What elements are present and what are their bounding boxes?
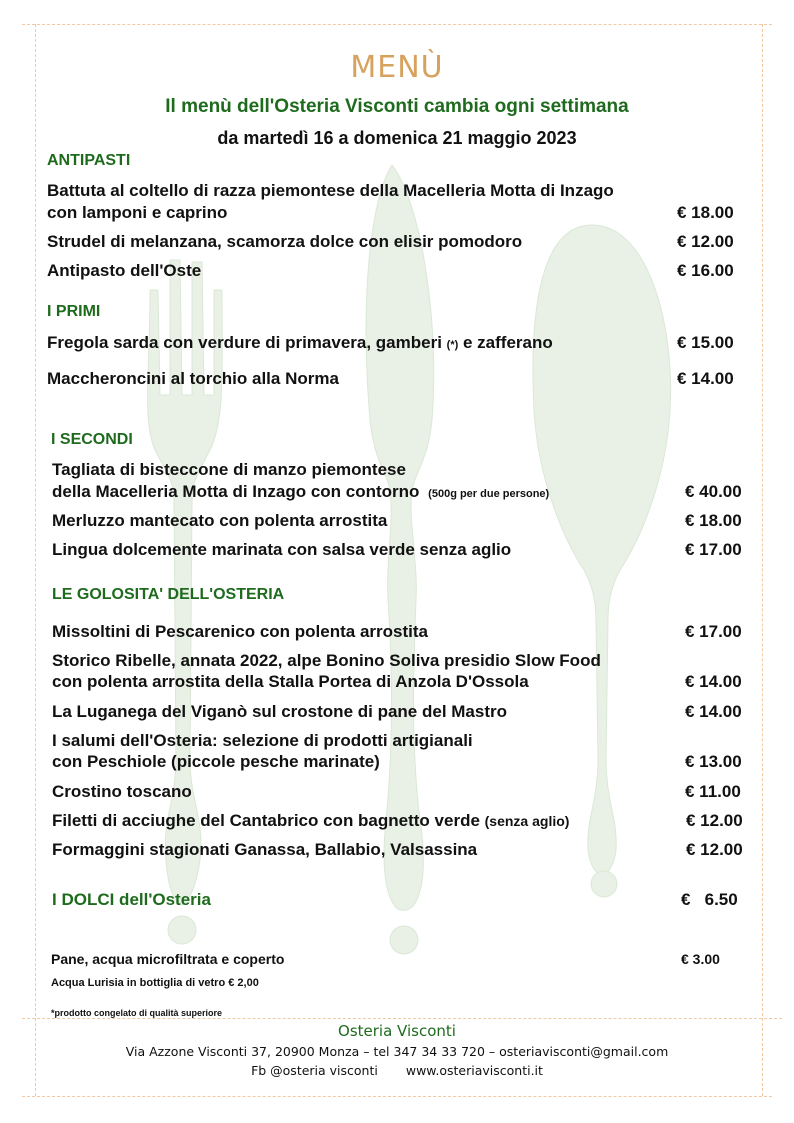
coperto-price: € 3.00 bbox=[681, 951, 720, 967]
page-title: MENÙ bbox=[350, 50, 444, 85]
frame-top-divider bbox=[22, 24, 772, 25]
menu-item-price: € 12.00 bbox=[686, 811, 743, 830]
section-antipasti: ANTIPASTI bbox=[47, 152, 131, 169]
menu-item-name: Battuta al coltello di razza piemontese della Macelleria Motta di Inzago bbox=[47, 181, 614, 200]
footer-divider bbox=[22, 1018, 782, 1019]
menu-item-name: Tagliata di bisteccone di manzo piemontese bbox=[52, 460, 406, 479]
menu-item-name: con Peschiole (piccole pesche marinate) bbox=[52, 752, 380, 771]
menu-item-name: Lingua dolcemente marinata con salsa verde senza aglio bbox=[52, 540, 512, 559]
frame-bottom-divider bbox=[22, 1096, 772, 1097]
menu-item-name: La Luganega del Viganò sul crostone di pane del Mastro bbox=[52, 702, 507, 721]
menu-item-price: € 16.00 bbox=[677, 261, 734, 280]
garlic-note: (senza aglio) bbox=[484, 813, 570, 829]
menu-item-price: € 40.00 bbox=[685, 482, 742, 501]
menu-item-name: della Macelleria Motta di Inzago con contorno (500g per due persone) bbox=[52, 482, 550, 501]
menu-item-price: € 14.00 bbox=[677, 369, 734, 388]
section-dolci: I DOLCI dell'Osteria bbox=[52, 890, 211, 909]
menu-item-name: Crostino toscano bbox=[52, 782, 192, 801]
menu-item-name: Fregola sarda con verdure di primavera, gamberi (*) e zafferano bbox=[47, 333, 553, 352]
page-subtitle: Il menù dell'Osteria Visconti cambia ogni settimana bbox=[165, 96, 629, 117]
frame-left-divider bbox=[35, 24, 36, 1096]
frozen-note-marker: (*) bbox=[446, 339, 459, 351]
portion-note: (500g per due persone) bbox=[428, 488, 550, 500]
footer-contacts bbox=[0, 1063, 794, 1078]
frozen-product-note: *prodotto congelato di qualità superiore bbox=[51, 1008, 223, 1018]
menu-item-price: € 6.50 bbox=[681, 890, 738, 909]
frame-right-divider bbox=[762, 24, 763, 1096]
menu-item-price: € 14.00 bbox=[685, 672, 742, 691]
menu-item-price: € 17.00 bbox=[685, 540, 742, 559]
water-note: Acqua Lurisia in bottiglia di vetro € 2,00 bbox=[51, 977, 259, 989]
section-secondi: I SECONDI bbox=[51, 431, 133, 448]
menu-item-price: € 18.00 bbox=[677, 203, 734, 222]
menu-item-price: € 14.00 bbox=[685, 702, 742, 721]
footer-address: Via Azzone Visconti 37, 20900 Monza – tel 347 34 33 720 – osteriavisconti@gmail.com bbox=[125, 1044, 669, 1059]
menu-item-price: € 13.00 bbox=[685, 752, 742, 771]
section-golosita: LE GOLOSITA' DELL'OSTERIA bbox=[52, 586, 285, 603]
menu-item-price: € 17.00 bbox=[685, 622, 742, 641]
menu-item-name: Filetti di acciughe del Cantabrico con bagnetto verde (senza aglio) bbox=[52, 811, 570, 830]
menu-item-name: Storico Ribelle, annata 2022, alpe Bonino Soliva presidio Slow Food bbox=[52, 651, 601, 670]
menu-item-name: Strudel di melanzana, scamorza dolce con elisir pomodoro bbox=[47, 232, 523, 251]
menu-item-price: € 11.00 bbox=[685, 782, 741, 801]
menu-item-price: € 18.00 bbox=[685, 511, 742, 530]
menu-item-name: I salumi dell'Osteria: selezione di prodotti artigianali bbox=[52, 731, 473, 750]
menu-item-name: Antipasto dell'Oste bbox=[47, 261, 202, 280]
section-primi: I PRIMI bbox=[47, 303, 101, 320]
menu-item-price: € 12.00 bbox=[686, 840, 743, 859]
menu-dates: da martedì 16 a domenica 21 maggio 2023 bbox=[217, 128, 577, 148]
footer-restaurant-name: Osteria Visconti bbox=[338, 1022, 456, 1040]
menu-item-name: con polenta arrostita della Stalla Portea di Anzola D'Ossola bbox=[52, 672, 529, 691]
menu-item-name: Missoltini di Pescarenico con polenta arrostita bbox=[52, 622, 428, 641]
menu-item-name: Formaggini stagionati Ganassa, Ballabio, Valsassina bbox=[52, 840, 478, 859]
coperto-label: Pane, acqua microfiltrata e coperto bbox=[51, 951, 285, 967]
menu-item-price: € 12.00 bbox=[677, 232, 734, 251]
menu-item-price: € 15.00 bbox=[677, 333, 734, 352]
menu-item-name: Merluzzo mantecato con polenta arrostita bbox=[52, 511, 388, 530]
website-link[interactable]: www.osteriavisconti.it bbox=[405, 1063, 543, 1078]
menu-item-name: Maccheroncini al torchio alla Norma bbox=[47, 369, 339, 388]
facebook-handle: Fb @osteria visconti bbox=[251, 1063, 378, 1078]
menu-item-name: con lamponi e caprino bbox=[47, 203, 228, 222]
